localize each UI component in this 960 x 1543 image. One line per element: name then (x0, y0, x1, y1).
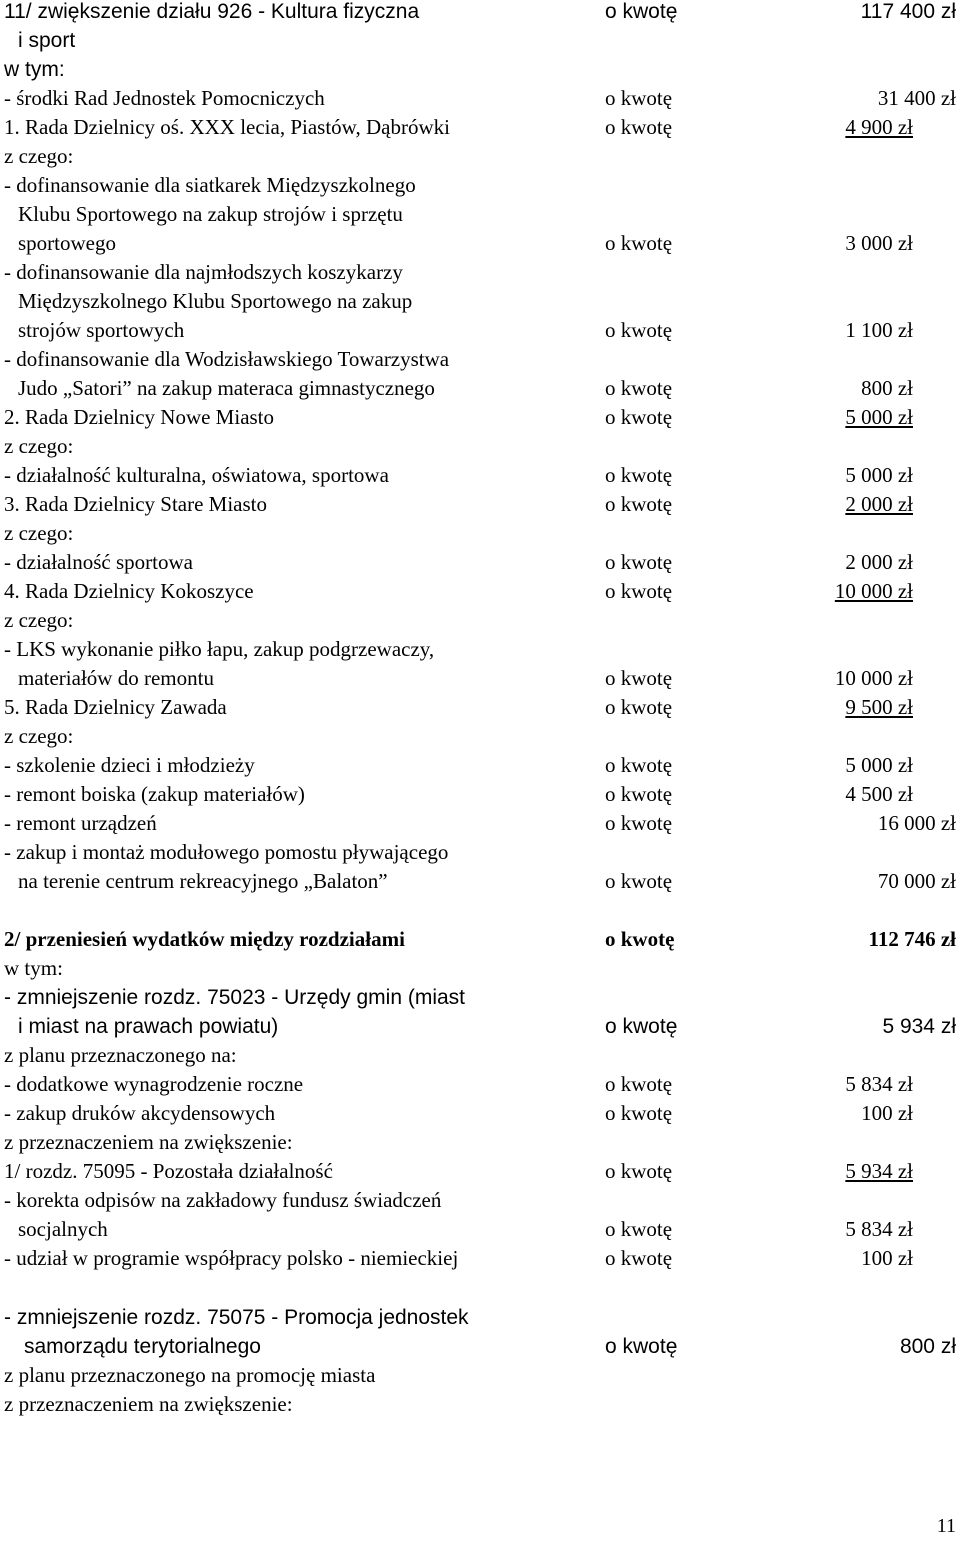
item-line (0, 1244, 960, 1273)
line-label: z planu przeznaczonego na promocję miasta (4, 1363, 376, 1387)
line-amount: 5 834 zł (845, 1072, 913, 1096)
item-line (0, 287, 960, 316)
line-kwota: o kwotę (605, 376, 673, 400)
line-amount: 2 000 zł (845, 492, 913, 516)
line-amount: 112 746 zł (868, 927, 956, 951)
district-4-line (0, 577, 960, 606)
line-label: - środki Rad Jednostek Pomocniczych (4, 86, 325, 110)
line-label: - szkolenie dzieci i młodzieży (4, 753, 255, 777)
line-label: strojów sportowych (18, 318, 185, 342)
line-label: w tym: (4, 58, 65, 81)
line-kwota: o kwotę (605, 666, 673, 690)
item-line (0, 229, 960, 258)
line-kwota: o kwotę (605, 0, 678, 23)
line-kwota: o kwotę (605, 1159, 673, 1183)
line-label: socjalnych (18, 1217, 108, 1241)
line-kwota: o kwotę (605, 782, 673, 806)
line-label: 3. Rada Dzielnicy Stare Miasto (4, 492, 268, 516)
line-kwota: o kwotę (605, 115, 673, 139)
line-kwota: o kwotę (605, 811, 673, 835)
line-amount: 4 500 zł (845, 782, 913, 806)
line-label: 2. Rada Dzielnicy Nowe Miasto (4, 405, 275, 429)
line-kwota: o kwotę (605, 463, 673, 487)
line-label: i sport (18, 29, 76, 52)
plan-line (0, 1041, 960, 1070)
line-label: sportowego (18, 231, 116, 255)
district-2-line (0, 403, 960, 432)
line-label: - remont urządzeń (4, 811, 157, 835)
item-line (0, 171, 960, 200)
line-kwota: o kwotę (605, 927, 675, 951)
line-label: z czego: (4, 434, 74, 458)
line-amount: 1 100 zł (845, 318, 913, 342)
z-czego-line (0, 606, 960, 635)
page-number: 11 (936, 1515, 956, 1537)
line-kwota: o kwotę (605, 579, 673, 603)
line-amount: 5 934 zł (882, 1015, 956, 1038)
line-label: 2/ przeniesień wydatków między rozdziałami (4, 927, 405, 951)
line-label: z czego: (4, 144, 74, 168)
line-kwota: o kwotę (605, 695, 673, 719)
line-label: - LKS wykonanie piłko łapu, zakup podgrzewaczy, (4, 637, 435, 661)
line-label: z planu przeznaczonego na: (4, 1043, 237, 1067)
item-line (0, 1215, 960, 1244)
line-label: materiałów do remontu (18, 666, 214, 690)
line-kwota: o kwotę (605, 1217, 673, 1241)
line-amount: 3 000 zł (845, 231, 913, 255)
item-line (0, 635, 960, 664)
line-kwota: o kwotę (605, 231, 673, 255)
line-kwota: o kwotę (605, 492, 673, 516)
line-amount: 117 400 zł (860, 0, 956, 23)
line-label: z przeznaczeniem na zwiększenie: (4, 1130, 293, 1154)
section-transfers-heading-line (0, 925, 960, 954)
line-label: na terenie centrum rekreacyjnego „Balaton” (18, 869, 388, 893)
line-amount: 16 000 zł (877, 811, 956, 835)
item-line (0, 751, 960, 780)
line-kwota: o kwotę (605, 405, 673, 429)
line-label: - zakup druków akcydensowych (4, 1101, 276, 1125)
increase-line (0, 1390, 960, 1419)
line-amount: 5 934 zł (845, 1159, 913, 1183)
line-amount: 5 834 zł (845, 1217, 913, 1241)
item-line (0, 345, 960, 374)
line-label: Klubu Sportowego na zakup strojów i sprzętu (18, 202, 403, 226)
line-amount: 5 000 zł (845, 405, 913, 429)
line-label: - zakup i montaż modułowego pomostu pływającego (4, 840, 449, 864)
line-label: Judo „Satori” na zakup materaca gimnastycznego (18, 376, 435, 400)
district-5-line (0, 693, 960, 722)
line-label: - dofinansowanie dla najmłodszych koszykarzy (4, 260, 403, 284)
line-amount: 4 900 zł (845, 115, 913, 139)
line-amount: 70 000 zł (877, 869, 956, 893)
plan-line (0, 1361, 960, 1390)
item-line (0, 200, 960, 229)
z-czego-line (0, 722, 960, 751)
line-amount: 10 000 zł (834, 666, 913, 690)
line-label: 1. Rada Dzielnicy oś. XXX lecia, Piastów, Dąbrówki (4, 115, 450, 139)
line-label: - działalność sportowa (4, 550, 193, 574)
line-kwota: o kwotę (605, 86, 673, 110)
z-czego-line (0, 142, 960, 171)
line-kwota: o kwotę (605, 1015, 678, 1038)
line-amount: 10 000 zł (834, 579, 913, 603)
line-label: 11/ zwiększenie działu 926 - Kultura fizyczna (4, 0, 420, 23)
line-label: - korekta odpisów na zakładowy fundusz świadczeń (4, 1188, 442, 1212)
line-kwota: o kwotę (605, 1246, 673, 1270)
item-line (0, 316, 960, 345)
line-amount: 100 zł (861, 1246, 913, 1270)
section-926-heading-line (0, 0, 960, 26)
z-czego-line (0, 519, 960, 548)
line-amount: 2 000 zł (845, 550, 913, 574)
line-label: 5. Rada Dzielnicy Zawada (4, 695, 227, 719)
line-label: - dofinansowanie dla Wodzisławskiego Towarzystwa (4, 347, 450, 371)
line-kwota: o kwotę (605, 1335, 678, 1358)
district-1-line (0, 113, 960, 142)
rjp-total-line (0, 84, 960, 113)
line-amount: 9 500 zł (845, 695, 913, 719)
line-label: - zmniejszenie rozdz. 75075 - Promocja jednostek (4, 1306, 469, 1329)
item-line (0, 664, 960, 693)
line-kwota: o kwotę (605, 1101, 673, 1125)
item-line (0, 1186, 960, 1215)
line-amount: 100 zł (861, 1101, 913, 1125)
line-label: samorządu terytorialnego (24, 1335, 261, 1358)
line-amount: 800 zł (899, 1335, 956, 1358)
line-amount: 800 zł (861, 376, 913, 400)
item-line (0, 809, 960, 838)
line-amount: 5 000 zł (845, 463, 913, 487)
line-kwota: o kwotę (605, 1072, 673, 1096)
item-line (0, 1099, 960, 1128)
item-line (0, 374, 960, 403)
line-label: z przeznaczeniem na zwiększenie: (4, 1392, 293, 1416)
line-label: - dodatkowe wynagrodzenie roczne (4, 1072, 304, 1096)
item-line (0, 258, 960, 287)
line-label: z czego: (4, 608, 74, 632)
line-label: z czego: (4, 724, 74, 748)
item-line (0, 461, 960, 490)
increase-line (0, 1128, 960, 1157)
line-label: 4. Rada Dzielnicy Kokoszyce (4, 579, 254, 603)
line-label: 1/ rozdz. 75095 - Pozostała działalność (4, 1159, 333, 1183)
line-kwota: o kwotę (605, 869, 673, 893)
section-926-heading-cont (0, 26, 960, 55)
line-label: - działalność kulturalna, oświatowa, sportowa (4, 463, 389, 487)
item-line (0, 838, 960, 867)
reduction-75023-line (0, 983, 960, 1012)
line-label: Międzyszkolnego Klubu Sportowego na zakup (18, 289, 413, 313)
line-amount: 31 400 zł (877, 86, 956, 110)
line-label: i miast na prawach powiatu) (18, 1015, 279, 1038)
item-line (0, 867, 960, 896)
line-amount: 5 000 zł (845, 753, 913, 777)
line-kwota: o kwotę (605, 318, 673, 342)
reduction-75075-line (0, 1303, 960, 1332)
line-kwota: o kwotę (605, 550, 673, 574)
line-label: w tym: (4, 956, 63, 980)
w-tym-line (0, 55, 960, 84)
line-label: - remont boiska (zakup materiałów) (4, 782, 305, 806)
line-label: z czego: (4, 521, 74, 545)
line-label: - zmniejszenie rozdz. 75023 - Urzędy gmin (miast (4, 986, 465, 1009)
line-label: - dofinansowanie dla siatkarek Międzyszkolnego (4, 173, 416, 197)
chapter-75095-line (0, 1157, 960, 1186)
z-czego-line (0, 432, 960, 461)
reduction-75023-cont (0, 1012, 960, 1041)
item-line (0, 548, 960, 577)
line-kwota: o kwotę (605, 753, 673, 777)
item-line (0, 1070, 960, 1099)
w-tym-line (0, 954, 960, 983)
line-label: - udział w programie współpracy polsko - niemieckiej (4, 1246, 459, 1270)
item-line (0, 780, 960, 809)
reduction-75075-cont (0, 1332, 960, 1361)
district-3-line (0, 490, 960, 519)
